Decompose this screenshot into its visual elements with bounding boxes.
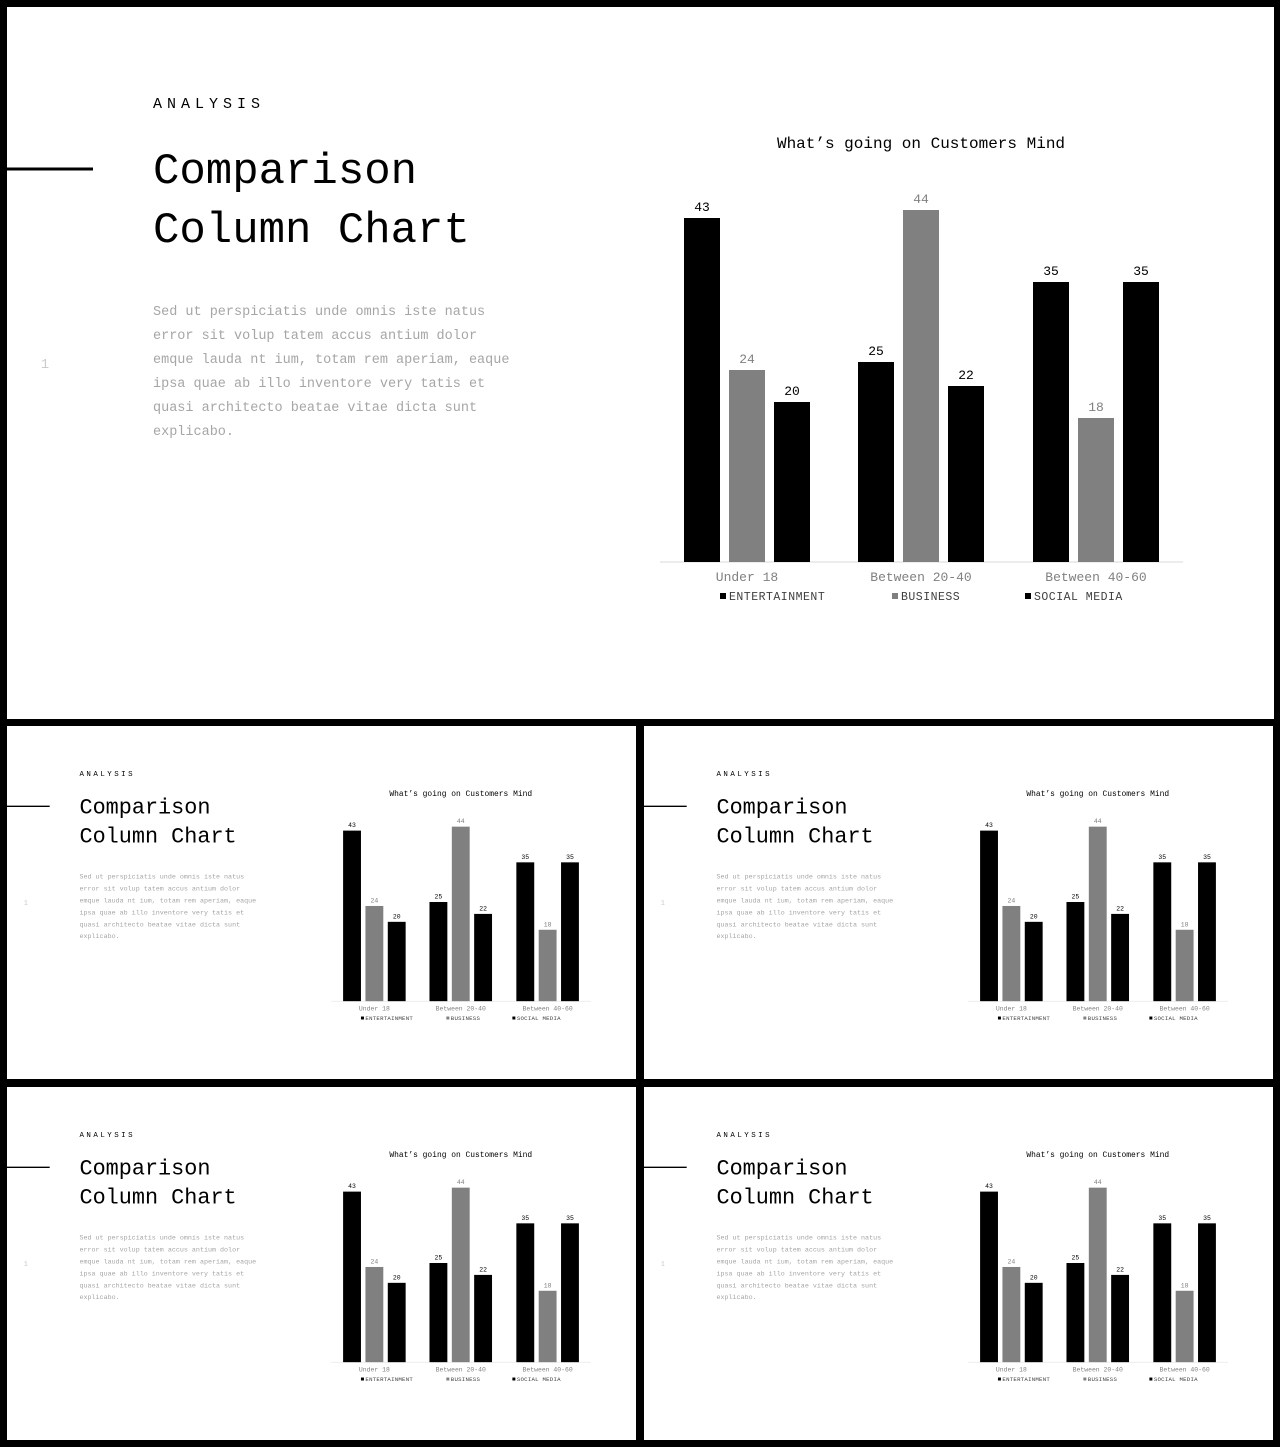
eyebrow-label: ANALYSIS — [716, 1132, 773, 1141]
x-tick-label: Between 20-40 — [1072, 1366, 1123, 1374]
data-label: 35 — [1203, 853, 1211, 861]
bar-social-media-2 — [561, 862, 579, 1001]
data-label: 24 — [739, 352, 755, 367]
bar-entertainment-1 — [858, 362, 894, 562]
bar-entertainment-0 — [343, 1192, 361, 1363]
body-text-line: ipsa quae ab illo inventore very tatis et — [716, 1270, 882, 1279]
legend-swatch — [1025, 593, 1031, 599]
legend-item-entertainment — [361, 1376, 413, 1383]
bar-entertainment-1 — [1066, 902, 1084, 1001]
slide-thumbnail-3[interactable] — [7, 1087, 636, 1440]
data-label: 35 — [1133, 264, 1149, 279]
legend-item-social-media — [512, 1376, 561, 1383]
legend-label: SOCIAL MEDIA — [1153, 1376, 1198, 1383]
legend-item-social-media — [1025, 591, 1123, 604]
legend-item-business — [446, 1015, 480, 1022]
eyebrow-label: ANALYSIS — [716, 771, 773, 780]
data-label: 35 — [1158, 853, 1167, 861]
eyebrow-label: ANALYSIS — [79, 771, 136, 780]
legend-label: BUSINESS — [450, 1015, 481, 1023]
data-label: 25 — [434, 893, 443, 901]
bar-business-0 — [365, 906, 383, 1001]
bar-entertainment-0 — [980, 1192, 998, 1363]
title-line-1: Comparison — [79, 795, 211, 821]
legend-label: BUSINESS — [1087, 1015, 1118, 1023]
page-number: 1 — [23, 1260, 28, 1269]
bar-entertainment-0 — [980, 831, 998, 1002]
bar-social-media-2 — [1198, 1223, 1216, 1362]
title-line-2: Column Chart — [79, 824, 237, 850]
data-label: 25 — [434, 1254, 443, 1262]
bar-entertainment-2 — [516, 1223, 534, 1362]
data-label: 22 — [479, 1266, 487, 1274]
data-label: 24 — [370, 897, 379, 905]
body-text-line: Sed ut perspiciatis unde omnis iste natus — [79, 873, 245, 882]
body-text-line: emque lauda nt ium, totam rem aperiam, eaque — [79, 897, 257, 906]
body-text-line: error sit volup tatem accus antium dolor — [153, 329, 478, 344]
legend-swatch — [446, 1017, 449, 1020]
bar-social-media-1 — [1111, 1275, 1129, 1362]
legend-label: BUSINESS — [1087, 1376, 1118, 1383]
data-label: 20 — [392, 1274, 401, 1282]
eyebrow-label: ANALYSIS — [153, 96, 266, 113]
legend-label: SOCIAL MEDIA — [516, 1015, 561, 1023]
body-text-line: emque lauda nt ium, totam rem aperiam, eaque — [153, 353, 510, 368]
data-label: 44 — [456, 1179, 465, 1187]
legend-item-entertainment — [998, 1015, 1050, 1022]
body-text-line: error sit volup tatem accus antium dolor — [79, 885, 241, 894]
eyebrow-label: ANALYSIS — [79, 1132, 136, 1141]
data-label: 20 — [1029, 1274, 1038, 1282]
bar-social-media-0 — [388, 1283, 406, 1362]
data-label: 44 — [913, 192, 929, 207]
legend-item-social-media — [1149, 1015, 1198, 1022]
bar-entertainment-2 — [1153, 862, 1171, 1001]
data-label: 35 — [566, 853, 574, 861]
bar-business-0 — [729, 370, 765, 562]
bar-business-2 — [539, 930, 557, 1001]
bar-social-media-1 — [948, 386, 984, 562]
body-text-line: quasi architecto beatae vitae dicta sunt — [79, 1282, 241, 1291]
title-line-1: Comparison — [716, 795, 848, 821]
bar-business-1 — [1089, 827, 1107, 1002]
bar-business-2 — [1176, 930, 1194, 1001]
bar-business-1 — [452, 1188, 470, 1363]
data-label: 18 — [1180, 1282, 1189, 1290]
bar-entertainment-0 — [684, 218, 720, 562]
bar-business-0 — [1002, 1267, 1020, 1362]
slide-thumbnail-1[interactable] — [7, 726, 636, 1079]
legend-label: ENTERTAINMENT — [365, 1376, 414, 1383]
body-text-line: explicabo. — [79, 933, 120, 942]
legend-swatch — [1083, 1378, 1086, 1381]
x-tick-label: Between 40-60 — [522, 1005, 573, 1013]
legend-swatch — [512, 1378, 515, 1381]
data-label: 43 — [694, 200, 710, 215]
page-number: 1 — [23, 899, 28, 908]
chart-title: What’s going on Customers Mind — [1026, 1150, 1170, 1160]
data-label: 35 — [1043, 264, 1059, 279]
body-text-line: error sit volup tatem accus antium dolor — [716, 885, 878, 894]
legend-swatch — [446, 1378, 449, 1381]
legend-label: SOCIAL MEDIA — [1153, 1015, 1198, 1023]
bar-business-1 — [903, 210, 939, 562]
title-line-1: Comparison — [153, 147, 418, 197]
body-text-line: Sed ut perspiciatis unde omnis iste natus — [716, 873, 882, 882]
x-tick-label: Between 20-40 — [435, 1005, 486, 1013]
chart-title: What’s going on Customers Mind — [389, 1150, 533, 1160]
bar-social-media-2 — [561, 1223, 579, 1362]
body-text-line: Sed ut perspiciatis unde omnis iste natus — [79, 1234, 245, 1243]
chart-title: What’s going on Customers Mind — [389, 789, 533, 799]
legend-label: ENTERTAINMENT — [729, 591, 826, 604]
legend-swatch — [998, 1378, 1001, 1381]
page-number: 1 — [40, 357, 50, 373]
bar-chart — [968, 1179, 1228, 1383]
body-text-line: ipsa quae ab illo inventore very tatis et — [79, 1270, 245, 1279]
bar-entertainment-2 — [1153, 1223, 1171, 1362]
x-tick-label: Between 20-40 — [435, 1366, 486, 1374]
slide-main — [7, 7, 1274, 719]
legend-item-entertainment — [998, 1376, 1050, 1383]
body-text-line: emque lauda nt ium, totam rem aperiam, eaque — [79, 1258, 257, 1267]
x-tick-label: Between 20-40 — [870, 570, 972, 585]
x-tick-label: Between 40-60 — [522, 1366, 573, 1374]
page-number: 1 — [660, 1260, 665, 1269]
data-label: 43 — [985, 822, 993, 830]
title-line-2: Column Chart — [716, 824, 874, 850]
legend-swatch — [1149, 1017, 1152, 1020]
bar-entertainment-2 — [516, 862, 534, 1001]
legend-swatch — [361, 1017, 364, 1020]
legend-item-business — [446, 1376, 480, 1383]
data-label: 25 — [868, 344, 884, 359]
legend-item-business — [1083, 1015, 1117, 1022]
body-text-line: Sed ut perspiciatis unde omnis iste natus — [716, 1234, 882, 1243]
body-text-line: error sit volup tatem accus antium dolor — [716, 1246, 878, 1255]
bar-social-media-0 — [1025, 1283, 1043, 1362]
data-label: 20 — [1029, 913, 1038, 921]
bar-social-media-2 — [1123, 282, 1159, 562]
slide-thumbnail-2[interactable] — [644, 726, 1273, 1079]
x-tick-label: Under 18 — [358, 1005, 390, 1013]
data-label: 22 — [958, 368, 974, 383]
legend-swatch — [1149, 1378, 1152, 1381]
bar-business-0 — [1002, 906, 1020, 1001]
body-text-line: quasi architecto beatae vitae dicta sunt — [153, 401, 478, 416]
data-label: 24 — [1007, 897, 1016, 905]
legend-item-business — [1083, 1376, 1117, 1383]
x-tick-label: Under 18 — [995, 1366, 1027, 1374]
legend-swatch — [720, 593, 726, 599]
x-tick-label: Between 40-60 — [1159, 1005, 1210, 1013]
bar-entertainment-2 — [1033, 282, 1069, 562]
body-text-line: explicabo. — [79, 1294, 120, 1303]
body-text-line: quasi architecto beatae vitae dicta sunt — [716, 1282, 878, 1291]
x-tick-label: Under 18 — [358, 1366, 390, 1374]
data-label: 35 — [1158, 1214, 1167, 1222]
legend-item-entertainment — [361, 1015, 413, 1022]
legend-item-entertainment — [720, 591, 825, 604]
data-label: 18 — [1180, 921, 1189, 929]
title-line-2: Column Chart — [153, 206, 470, 256]
x-tick-label: Under 18 — [715, 570, 779, 585]
bar-chart — [660, 192, 1183, 604]
title-line-2: Column Chart — [79, 1185, 237, 1211]
x-tick-label: Between 40-60 — [1045, 570, 1147, 585]
page-number: 1 — [660, 899, 665, 908]
data-label: 18 — [543, 1282, 552, 1290]
legend-swatch — [361, 1378, 364, 1381]
data-label: 20 — [392, 913, 401, 921]
legend-swatch — [1083, 1017, 1086, 1020]
legend-swatch — [892, 593, 898, 599]
x-tick-label: Between 20-40 — [1072, 1005, 1123, 1013]
bar-social-media-0 — [388, 922, 406, 1001]
data-label: 35 — [521, 1214, 530, 1222]
data-label: 43 — [348, 822, 356, 830]
data-label: 18 — [1088, 400, 1104, 415]
data-label: 20 — [784, 384, 800, 399]
bar-entertainment-0 — [343, 831, 361, 1002]
body-text-line: ipsa quae ab illo inventore very tatis et — [79, 909, 245, 918]
bar-chart — [331, 818, 591, 1022]
bar-social-media-1 — [474, 914, 492, 1001]
body-text-line: quasi architecto beatae vitae dicta sunt — [716, 921, 878, 930]
bar-business-2 — [1176, 1291, 1194, 1362]
legend-label: ENTERTAINMENT — [1002, 1015, 1051, 1023]
bar-social-media-1 — [474, 1275, 492, 1362]
data-label: 22 — [1116, 1266, 1124, 1274]
data-label: 24 — [1007, 1258, 1016, 1266]
data-label: 22 — [479, 905, 487, 913]
body-text-line: explicabo. — [153, 425, 235, 440]
title-line-1: Comparison — [79, 1156, 211, 1182]
data-label: 35 — [1203, 1214, 1211, 1222]
x-tick-label: Between 40-60 — [1159, 1366, 1210, 1374]
legend-label: SOCIAL MEDIA — [1034, 591, 1123, 604]
data-label: 43 — [348, 1183, 356, 1191]
bar-business-2 — [1078, 418, 1114, 562]
slide-thumbnail-4[interactable] — [644, 1087, 1273, 1440]
data-label: 25 — [1071, 1254, 1080, 1262]
title-line-1: Comparison — [716, 1156, 848, 1182]
legend-swatch — [998, 1017, 1001, 1020]
body-text-line: explicabo. — [716, 1294, 757, 1303]
body-text-line: ipsa quae ab illo inventore very tatis et — [716, 909, 882, 918]
bar-social-media-0 — [774, 402, 810, 562]
body-text-line: explicabo. — [716, 933, 757, 942]
bar-business-2 — [539, 1291, 557, 1362]
body-text-line: error sit volup tatem accus antium dolor — [79, 1246, 241, 1255]
data-label: 43 — [985, 1183, 993, 1191]
legend-label: BUSINESS — [901, 591, 961, 604]
bar-entertainment-1 — [429, 1263, 447, 1362]
bar-social-media-1 — [1111, 914, 1129, 1001]
data-label: 25 — [1071, 893, 1080, 901]
bar-business-0 — [365, 1267, 383, 1362]
bar-chart — [968, 818, 1228, 1022]
bar-business-1 — [452, 827, 470, 1002]
legend-item-social-media — [1149, 1376, 1198, 1383]
chart-title: What’s going on Customers Mind — [1026, 789, 1170, 799]
chart-title: What’s going on Customers Mind — [776, 135, 1066, 153]
data-label: 44 — [1093, 818, 1102, 826]
data-label: 22 — [1116, 905, 1124, 913]
legend-label: BUSINESS — [450, 1376, 481, 1383]
body-text-line: emque lauda nt ium, totam rem aperiam, eaque — [716, 897, 894, 906]
data-label: 35 — [521, 853, 530, 861]
body-text-line: Sed ut perspiciatis unde omnis iste natus — [153, 305, 486, 320]
bar-chart — [331, 1179, 591, 1383]
legend-label: SOCIAL MEDIA — [516, 1376, 561, 1383]
legend-item-social-media — [512, 1015, 561, 1022]
legend-swatch — [512, 1017, 515, 1020]
bar-social-media-0 — [1025, 922, 1043, 1001]
data-label: 18 — [543, 921, 552, 929]
legend-item-business — [892, 591, 960, 604]
x-tick-label: Under 18 — [995, 1005, 1027, 1013]
title-line-2: Column Chart — [716, 1185, 874, 1211]
body-text-line: quasi architecto beatae vitae dicta sunt — [79, 921, 241, 930]
data-label: 44 — [1093, 1179, 1102, 1187]
bar-entertainment-1 — [429, 902, 447, 1001]
bar-entertainment-1 — [1066, 1263, 1084, 1362]
body-text-line: emque lauda nt ium, totam rem aperiam, eaque — [716, 1258, 894, 1267]
data-label: 35 — [566, 1214, 574, 1222]
data-label: 44 — [456, 818, 465, 826]
legend-label: ENTERTAINMENT — [1002, 1376, 1051, 1383]
data-label: 24 — [370, 1258, 379, 1266]
bar-business-1 — [1089, 1188, 1107, 1363]
legend-label: ENTERTAINMENT — [365, 1015, 414, 1023]
bar-social-media-2 — [1198, 862, 1216, 1001]
body-text-line: ipsa quae ab illo inventore very tatis et — [153, 377, 486, 392]
